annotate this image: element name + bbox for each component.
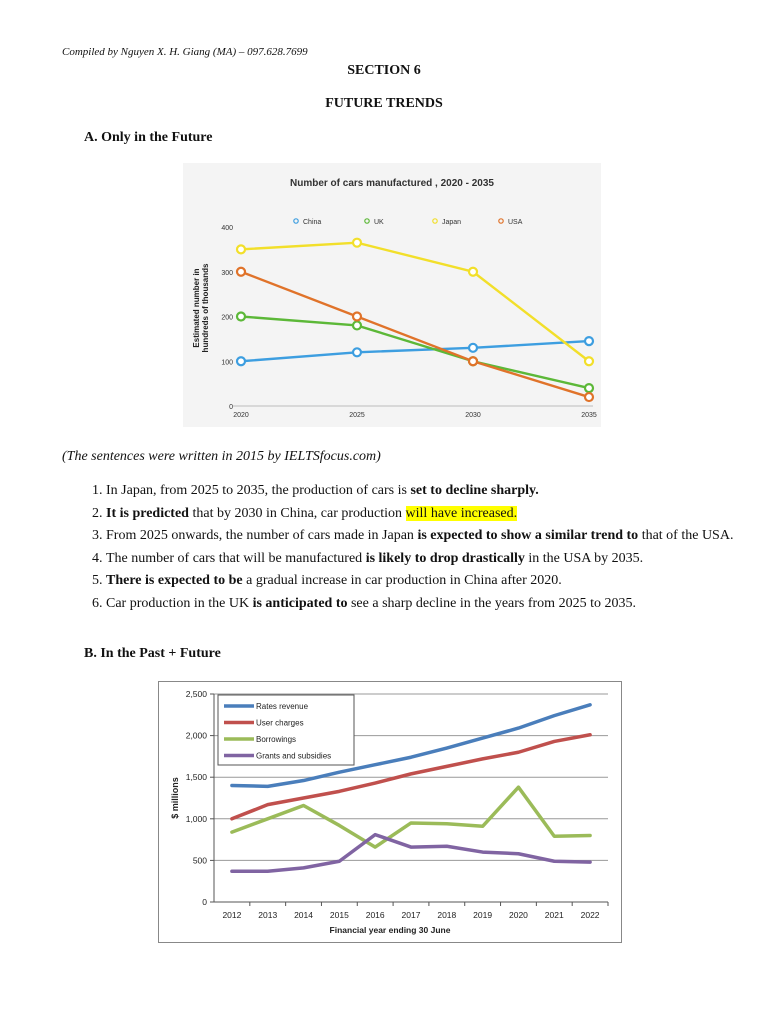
y-tick-label: 0	[202, 897, 207, 907]
sentence-item	[106, 593, 751, 616]
section-title: FUTURE TRENDS	[325, 96, 443, 111]
bold-phrase: It is predicted	[106, 505, 189, 521]
series-line-uk	[241, 317, 589, 389]
y-tick-label: 2,500	[185, 689, 207, 699]
bold-phrase: is likely to drop drastically	[365, 550, 525, 566]
data-point	[585, 384, 593, 392]
x-tick-label: 2016	[365, 910, 385, 920]
bold-phrase: is expected to show a similar trend to	[417, 528, 639, 543]
sentence-text: that of the USA.	[638, 528, 734, 543]
legend-label: Grants and subsidies	[256, 751, 332, 761]
highlighted-phrase: will have increased.	[405, 505, 518, 521]
sentence-text: From 2025 onwards, the number of cars made in Japan	[106, 528, 418, 543]
data-point	[469, 344, 477, 352]
data-point	[353, 239, 361, 247]
sentence-item	[106, 503, 751, 526]
bold-phrase: There is expected to be	[106, 573, 243, 588]
data-point	[237, 313, 245, 321]
legend-marker	[294, 219, 298, 223]
data-point	[237, 357, 245, 365]
section-number: SECTION 6	[347, 63, 421, 78]
legend-label: China	[303, 219, 322, 226]
y-tick-label: 400	[221, 225, 233, 232]
x-tick-label: 2017	[401, 910, 421, 920]
compiler-note: Compiled by Nguyen X. H. Giang (MA) – 097.628.7699	[62, 46, 308, 58]
sentence-text: a gradual increase in car production in China after 2020.	[242, 573, 562, 588]
series-line-usa	[241, 272, 589, 397]
x-axis-label: Financial year ending 30 June	[329, 925, 451, 935]
data-point	[585, 337, 593, 345]
legend-marker	[499, 219, 503, 223]
data-point	[353, 348, 361, 356]
y-axis-label: Estimated number inhundreds of thousands	[192, 263, 210, 353]
data-point	[585, 393, 593, 401]
data-point	[353, 313, 361, 321]
legend-label: UK	[374, 219, 384, 226]
bold-phrase: is anticipated to	[252, 595, 348, 611]
sentence-item	[106, 525, 751, 548]
x-tick-label: 2014	[294, 910, 314, 920]
legend-label: Japan	[442, 219, 462, 226]
y-tick-label: 300	[221, 269, 233, 277]
legend-label: Rates revenue	[256, 702, 309, 711]
legend-label: Borrowings	[256, 735, 297, 744]
part-b-heading: B. In the Past + Future	[84, 646, 221, 661]
y-tick-label: 0	[229, 404, 233, 411]
data-point	[585, 357, 593, 365]
x-tick-label: 2012	[222, 910, 242, 920]
part-a-heading: A. Only in the Future	[84, 130, 213, 145]
y-tick-label: 200	[221, 314, 233, 322]
x-tick-label: 2015	[329, 910, 349, 920]
x-tick-label: 2030	[465, 412, 481, 419]
x-tick-label: 2020	[508, 910, 528, 920]
sentence-list	[70, 480, 751, 615]
data-point	[353, 321, 361, 329]
data-point	[237, 268, 245, 276]
chart-revenue-sources-svg	[158, 681, 622, 943]
y-tick-label: 100	[221, 359, 233, 367]
chart-revenue-sources	[158, 681, 622, 943]
sentence-text: In Japan, from 2025 to 2035, the production of cars is	[106, 483, 411, 498]
sentence-text: see a sharp decline in the years from 2025 to 2035.	[347, 595, 636, 611]
y-tick-label: 500	[192, 855, 207, 866]
y-tick-label: 1,000	[185, 813, 207, 824]
data-point	[469, 268, 477, 276]
sentence-text: that by 2030 in China, car production	[188, 505, 406, 521]
sentence-text: Car production in the UK	[106, 595, 253, 611]
x-tick-label: 2018	[437, 910, 457, 920]
x-tick-label: 2022	[580, 910, 600, 920]
sentence-item	[106, 548, 751, 571]
sentence-item	[106, 570, 751, 593]
chart-cars-manufactured-svg	[183, 163, 601, 427]
y-tick-label: 2,000	[185, 730, 207, 741]
sentence-text: in the USA by 2035.	[524, 550, 644, 566]
legend-label: USA	[508, 219, 523, 226]
x-tick-label: 2035	[581, 412, 597, 419]
sentence-item	[106, 480, 751, 503]
data-point	[469, 357, 477, 365]
x-tick-label: 2019	[473, 910, 493, 920]
x-tick-label: 2025	[349, 412, 365, 419]
y-tick-label: 1,500	[185, 772, 207, 783]
x-tick-label: 2013	[258, 910, 278, 920]
chart-cars-manufactured	[183, 163, 601, 427]
source-note: (The sentences were written in 2015 by IELTSfocus.com)	[62, 449, 381, 464]
y-axis-label: $ millions	[170, 777, 180, 819]
sentence-text: The number of cars that will be manufactured	[106, 550, 366, 566]
x-tick-label: 2020	[233, 412, 249, 419]
x-tick-label: 2021	[544, 910, 564, 920]
chart-title: Number of cars manufactured , 2020 - 2035	[290, 178, 494, 189]
legend-label: User charges	[256, 718, 304, 728]
legend-marker	[365, 219, 369, 223]
bold-phrase: set to decline sharply.	[410, 483, 539, 498]
data-point	[237, 245, 245, 253]
legend-marker	[433, 219, 437, 223]
